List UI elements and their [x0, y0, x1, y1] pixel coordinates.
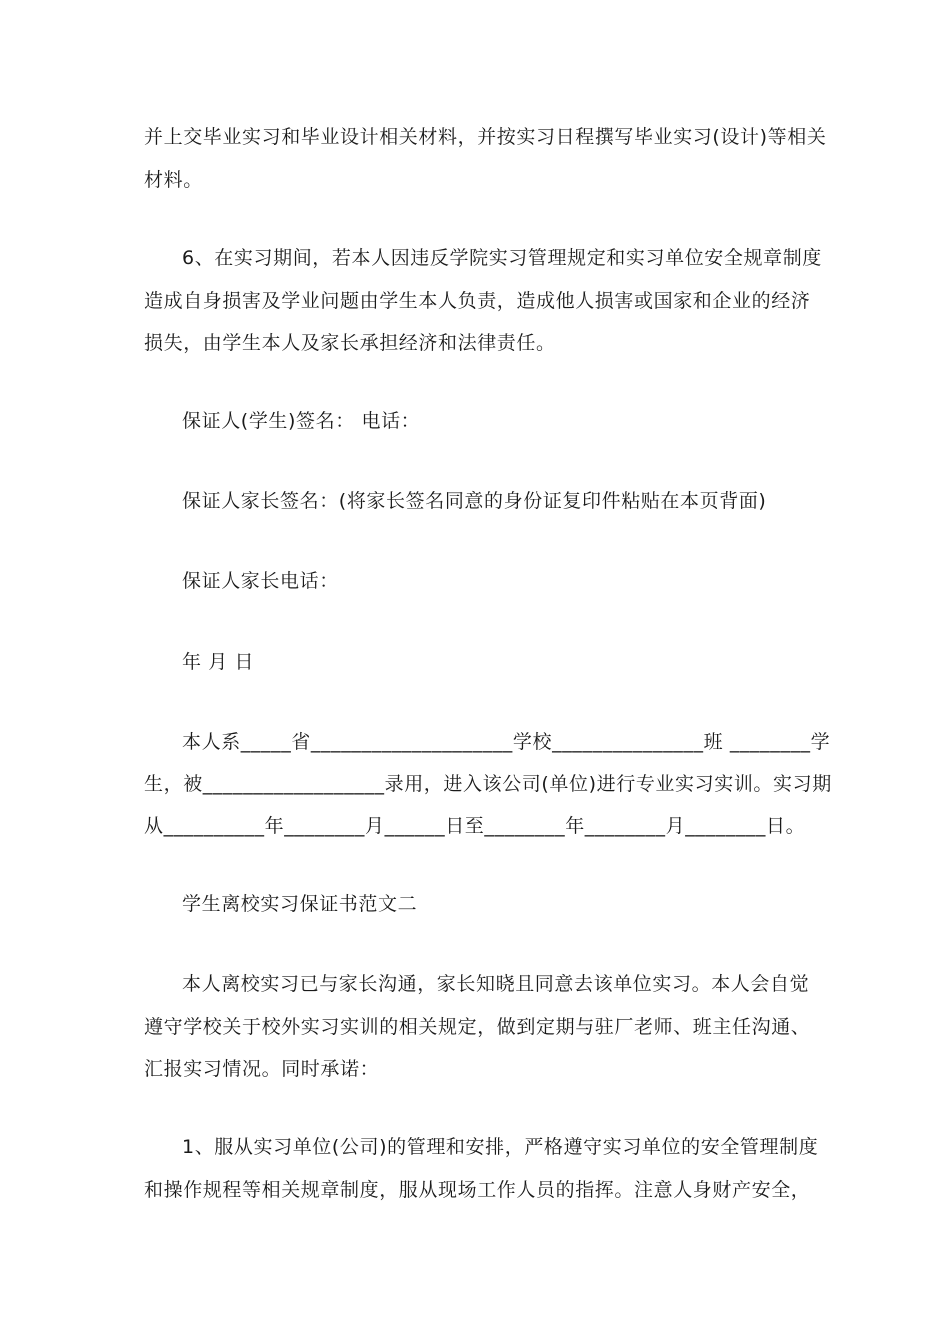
- text-line: 1、服从实习单位(公司)的管理和安排，严格遵守实习单位的安全管理制度: [182, 1136, 819, 1158]
- text-line: 并上交毕业实习和毕业设计相关材料，并按实习日程撰写毕业实习(设计)等相关: [144, 126, 827, 148]
- text-line: 6、在实习期间，若本人因违反学院实习管理规定和实习单位安全规章制度: [182, 247, 822, 269]
- text-line: 保证人(学生)签名： 电话：: [182, 410, 421, 432]
- text-line: 造成自身损害及学业问题由学生本人负责，造成他人损害或国家和企业的经济: [144, 290, 811, 312]
- text-line: 生，被__________________录用，进入该公司(单位)进行专业实习实训。实习期: [144, 773, 832, 795]
- text-line: 保证人家长签名：(将家长签名同意的身份证复印件粘贴在本页背面): [182, 490, 767, 512]
- text-line: 和操作规程等相关规章制度，服从现场工作人员的指挥。注意人身财产安全，: [144, 1179, 811, 1201]
- text-line: 遵守学校关于校外实习实训的相关规定，做到定期与驻厂老师、班主任沟通、: [144, 1016, 811, 1038]
- text-line: 从__________年________月______日至________年________月________日。: [144, 815, 806, 837]
- text-line: 本人离校实习已与家长沟通，家长知晓且同意去该单位实习。本人会自觉: [182, 973, 810, 995]
- text-line: 年 月 日: [182, 651, 255, 673]
- text-line: 材料。: [144, 169, 203, 191]
- text-line: 损失，由学生本人及家长承担经济和法律责任。: [144, 332, 556, 354]
- text-line: 汇报实习情况。同时承诺：: [144, 1058, 380, 1080]
- text-line: 保证人家长电话：: [182, 570, 339, 592]
- text-line: 本人系_____省____________________学校_______________班 ________学: [182, 731, 831, 753]
- section-heading: 学生离校实习保证书范文二: [182, 893, 418, 915]
